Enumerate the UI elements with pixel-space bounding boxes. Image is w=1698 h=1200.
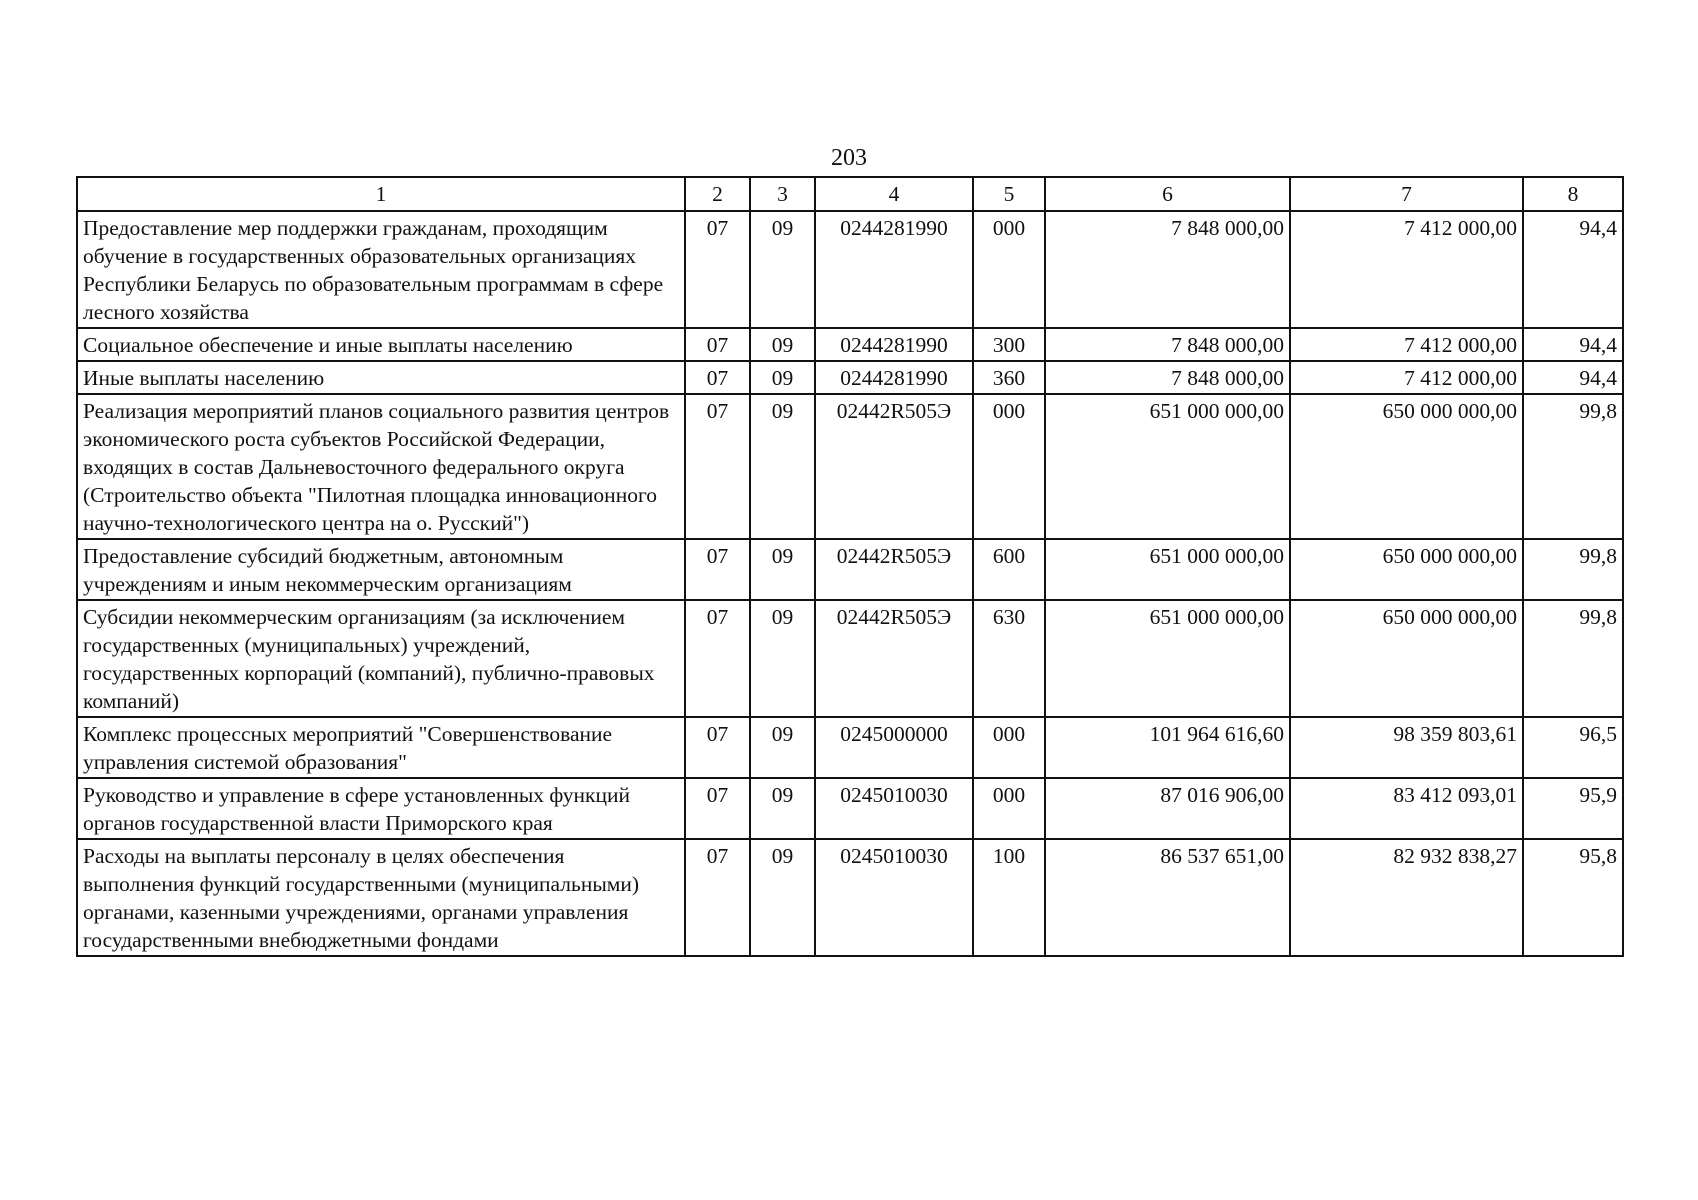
- header-col-7: 7: [1290, 177, 1523, 211]
- header-col-2: 2: [685, 177, 750, 211]
- executed-amount: 7 412 000,00: [1290, 328, 1523, 361]
- header-col-5: 5: [973, 177, 1045, 211]
- executed-amount: 650 000 000,00: [1290, 394, 1523, 539]
- expense-type-code: 100: [973, 839, 1045, 956]
- executed-amount: 83 412 093,01: [1290, 778, 1523, 839]
- table-row: [77, 211, 1623, 328]
- expense-name: Реализация мероприятий планов социального развития центров экономического роста субъектов Российской Федерации, входящих в состав Дальневосточного федерального округа (Строительство объекта "Пилотная площадка инновационного научно-технологического центра на о. Русский"): [77, 394, 685, 539]
- table-row: [77, 361, 1623, 394]
- target-article-code: 0244281990: [815, 361, 973, 394]
- table-row: [77, 539, 1623, 600]
- subsection-code: 09: [750, 717, 815, 778]
- subsection-code: 09: [750, 211, 815, 328]
- table-row: [77, 717, 1623, 778]
- expense-type-code: 300: [973, 328, 1045, 361]
- planned-amount: 651 000 000,00: [1045, 600, 1290, 717]
- expense-type-code: 630: [973, 600, 1045, 717]
- expense-type-code: 000: [973, 211, 1045, 328]
- planned-amount: 87 016 906,00: [1045, 778, 1290, 839]
- table-row: [77, 328, 1623, 361]
- header-row: [77, 177, 1623, 211]
- expense-name: Расходы на выплаты персоналу в целях обеспечения выполнения функций государственными (муниципальными) органами, казенными учреждениями, органами управления государственными внебюджетными фондами: [77, 839, 685, 956]
- section-code: 07: [685, 717, 750, 778]
- executed-amount: 7 412 000,00: [1290, 211, 1523, 328]
- section-code: 07: [685, 361, 750, 394]
- section-code: 07: [685, 539, 750, 600]
- page-number: 203: [831, 145, 867, 171]
- execution-percent: 99,8: [1523, 394, 1623, 539]
- planned-amount: 7 848 000,00: [1045, 211, 1290, 328]
- budget-table: [76, 176, 1624, 957]
- target-article-code: 0244281990: [815, 211, 973, 328]
- planned-amount: 7 848 000,00: [1045, 361, 1290, 394]
- planned-amount: 101 964 616,60: [1045, 717, 1290, 778]
- execution-percent: 99,8: [1523, 600, 1623, 717]
- execution-percent: 94,4: [1523, 328, 1623, 361]
- expense-name: Социальное обеспечение и иные выплаты населению: [77, 328, 685, 361]
- subsection-code: 09: [750, 328, 815, 361]
- table-body: [77, 211, 1623, 956]
- header-col-4: 4: [815, 177, 973, 211]
- section-code: 07: [685, 211, 750, 328]
- expense-name: Предоставление мер поддержки гражданам, проходящим обучение в государственных образовательных организациях Республики Беларусь по образовательным программам в сфере лесного хозяйства: [77, 211, 685, 328]
- subsection-code: 09: [750, 839, 815, 956]
- target-article-code: 02442R505Э: [815, 539, 973, 600]
- executed-amount: 7 412 000,00: [1290, 361, 1523, 394]
- expense-name: Иные выплаты населению: [77, 361, 685, 394]
- expense-name: Предоставление субсидий бюджетным, автономным учреждениям и иным некоммерческим организациям: [77, 539, 685, 600]
- target-article-code: 0245000000: [815, 717, 973, 778]
- section-code: 07: [685, 600, 750, 717]
- execution-percent: 96,5: [1523, 717, 1623, 778]
- expense-name: Комплекс процессных мероприятий "Совершенствование управления системой образования": [77, 717, 685, 778]
- subsection-code: 09: [750, 600, 815, 717]
- table-row: [77, 839, 1623, 956]
- planned-amount: 651 000 000,00: [1045, 539, 1290, 600]
- executed-amount: 98 359 803,61: [1290, 717, 1523, 778]
- target-article-code: 0245010030: [815, 778, 973, 839]
- table-row: [77, 394, 1623, 539]
- section-code: 07: [685, 839, 750, 956]
- subsection-code: 09: [750, 539, 815, 600]
- table-header: [77, 177, 1623, 211]
- header-col-3: 3: [750, 177, 815, 211]
- expense-name: Субсидии некоммерческим организациям (за исключением государственных (муниципальных) учреждений, государственных корпораций (компаний), публично-правовых компаний): [77, 600, 685, 717]
- expense-name: Руководство и управление в сфере установленных функций органов государственной власти Приморского края: [77, 778, 685, 839]
- section-code: 07: [685, 778, 750, 839]
- executed-amount: 650 000 000,00: [1290, 539, 1523, 600]
- header-col-6: 6: [1045, 177, 1290, 211]
- execution-percent: 94,4: [1523, 211, 1623, 328]
- subsection-code: 09: [750, 394, 815, 539]
- expense-type-code: 000: [973, 778, 1045, 839]
- target-article-code: 0245010030: [815, 839, 973, 956]
- target-article-code: 0244281990: [815, 328, 973, 361]
- expense-type-code: 600: [973, 539, 1045, 600]
- execution-percent: 99,8: [1523, 539, 1623, 600]
- header-col-1: 1: [77, 177, 685, 211]
- expense-type-code: 000: [973, 394, 1045, 539]
- executed-amount: 650 000 000,00: [1290, 600, 1523, 717]
- planned-amount: 7 848 000,00: [1045, 328, 1290, 361]
- executed-amount: 82 932 838,27: [1290, 839, 1523, 956]
- table-row: [77, 600, 1623, 717]
- target-article-code: 02442R505Э: [815, 600, 973, 717]
- execution-percent: 95,9: [1523, 778, 1623, 839]
- section-code: 07: [685, 328, 750, 361]
- header-col-8: 8: [1523, 177, 1623, 211]
- planned-amount: 86 537 651,00: [1045, 839, 1290, 956]
- table-row: [77, 778, 1623, 839]
- execution-percent: 95,8: [1523, 839, 1623, 956]
- expense-type-code: 000: [973, 717, 1045, 778]
- expense-type-code: 360: [973, 361, 1045, 394]
- subsection-code: 09: [750, 778, 815, 839]
- target-article-code: 02442R505Э: [815, 394, 973, 539]
- subsection-code: 09: [750, 361, 815, 394]
- planned-amount: 651 000 000,00: [1045, 394, 1290, 539]
- execution-percent: 94,4: [1523, 361, 1623, 394]
- section-code: 07: [685, 394, 750, 539]
